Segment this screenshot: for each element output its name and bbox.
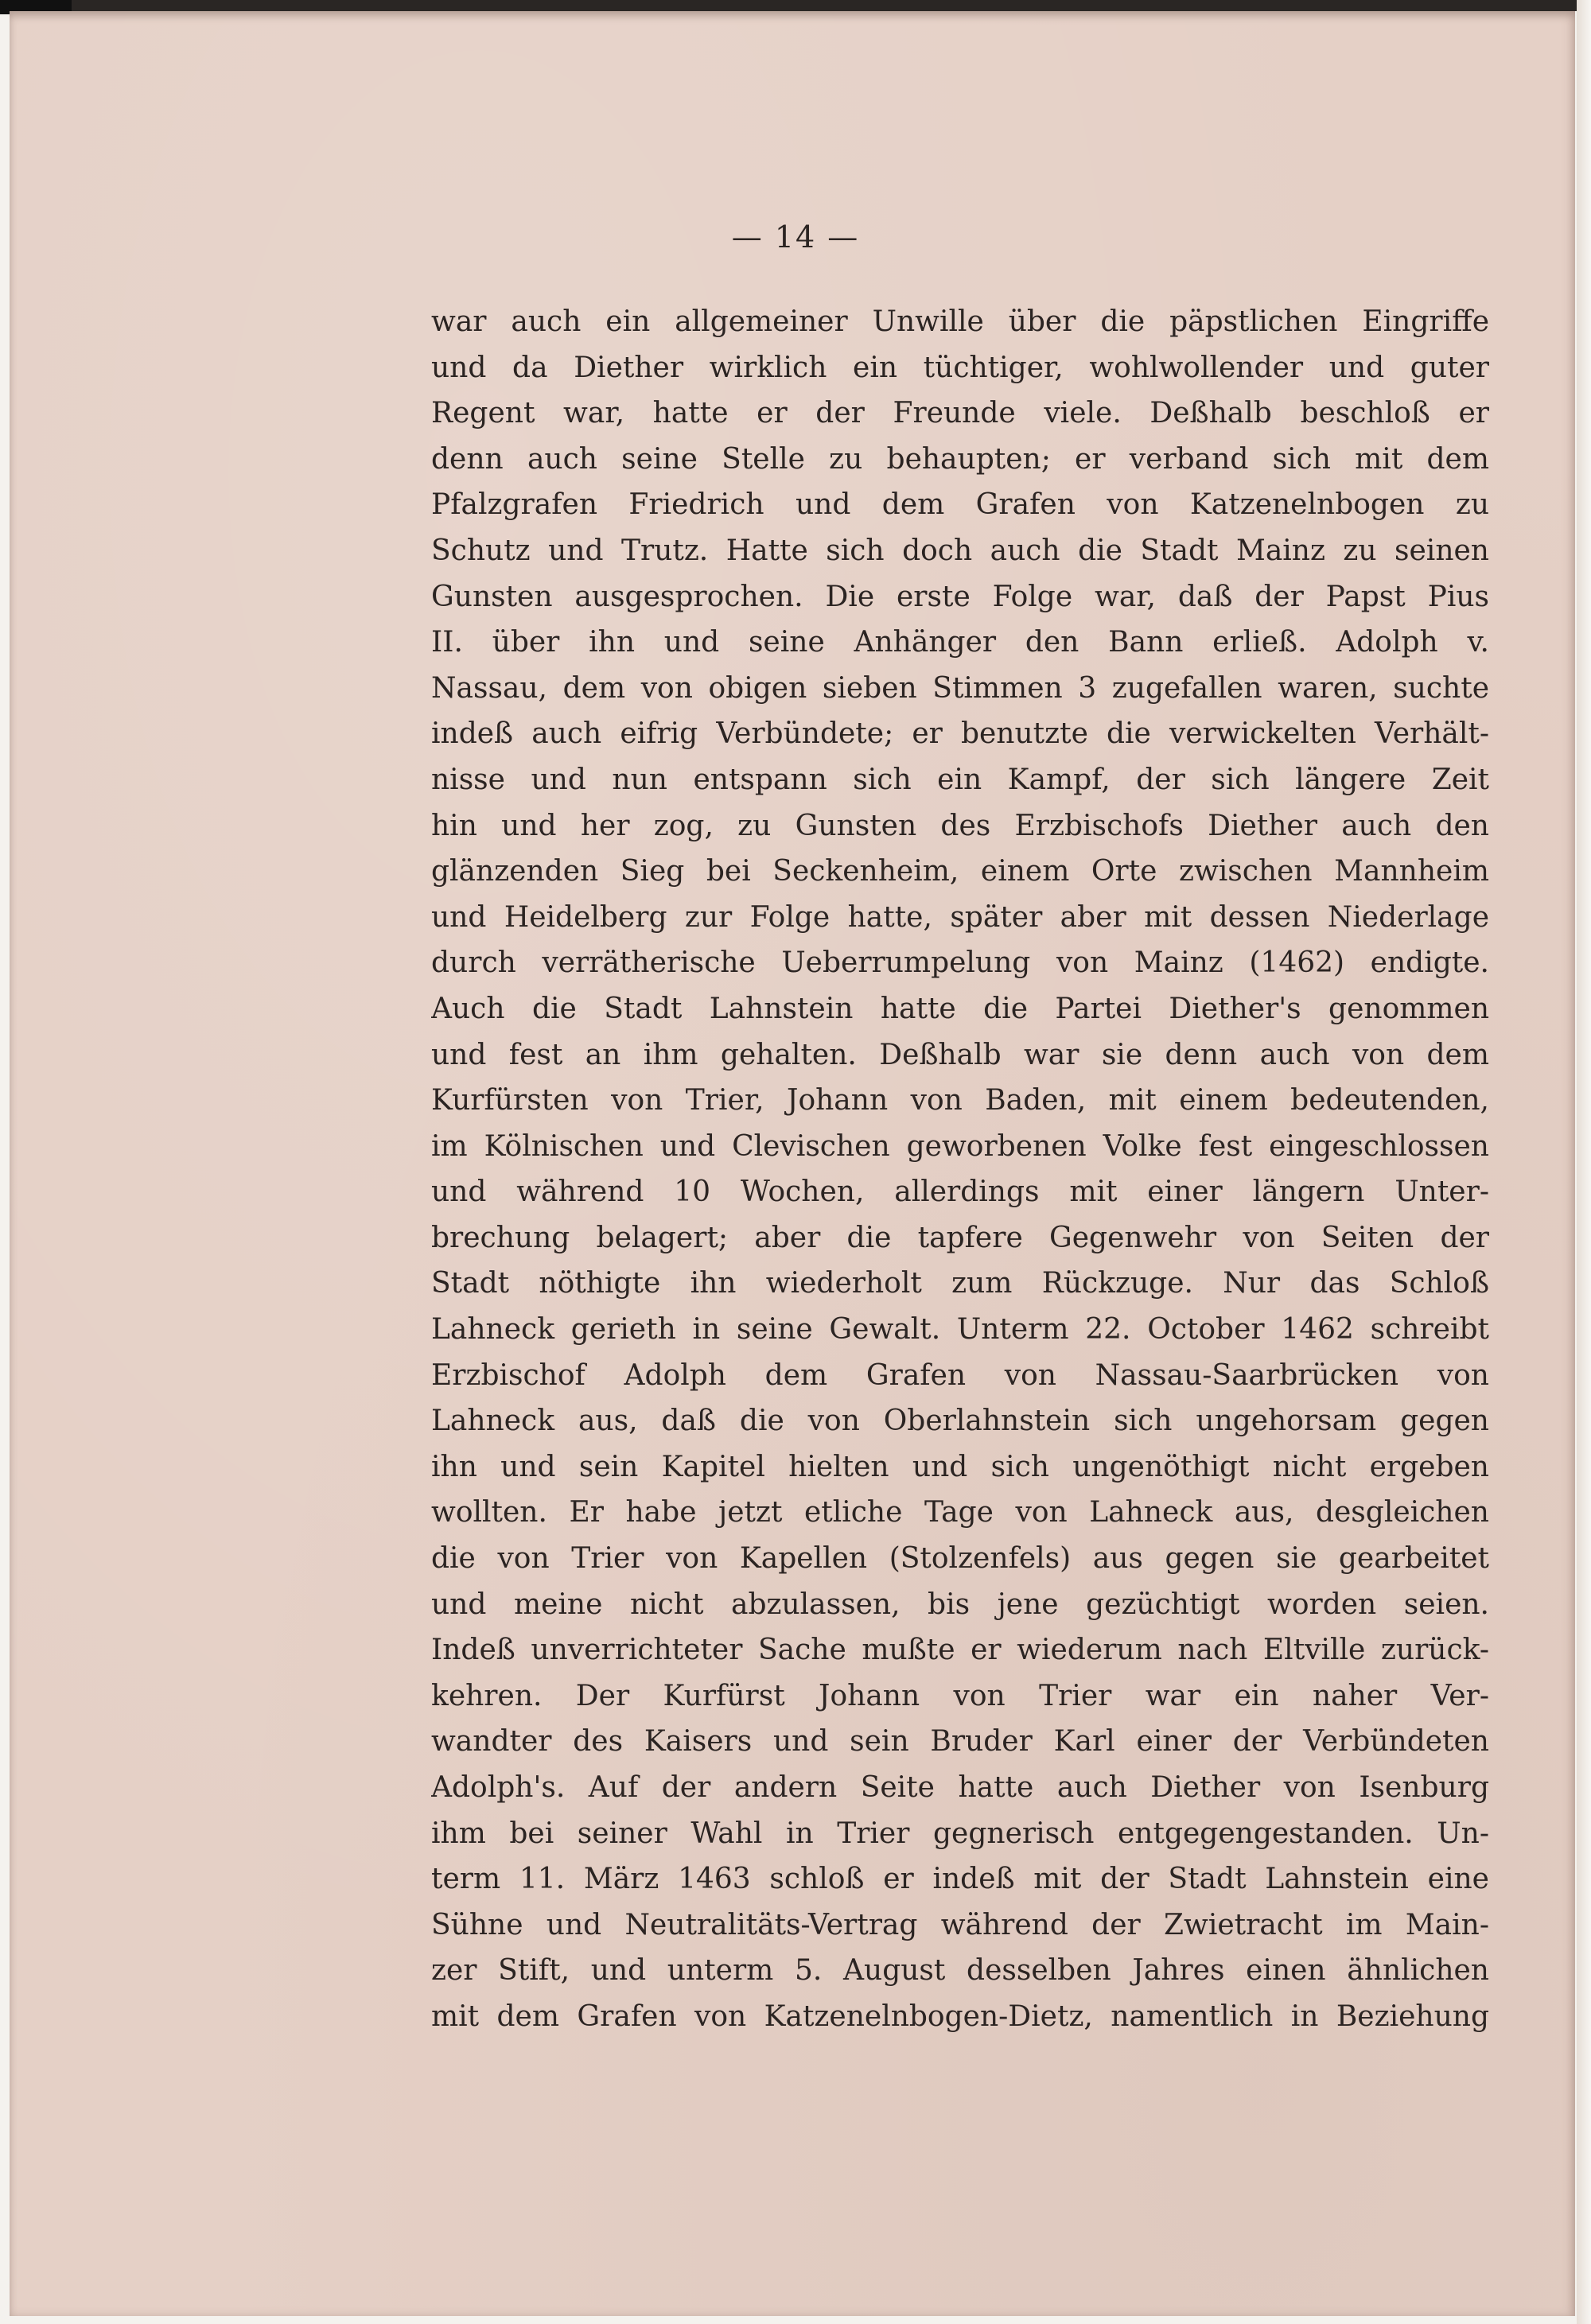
- text-line: die von Trier von Kapellen (Stolzenfels) aus gegen sie gearbeitet: [431, 1542, 1489, 1576]
- page-number: — 14 —: [731, 220, 860, 255]
- text-line: Stadt nöthigte ihn wiederholt zum Rückzuge. Nur das Schloß: [431, 1267, 1489, 1300]
- text-line: Schutz und Trutz. Hatte sich doch auch die Stadt Mainz zu seinen: [431, 534, 1489, 567]
- text-line: Lahneck aus, daß die von Oberlahnstein sich ungehorsam gegen: [431, 1405, 1489, 1438]
- text-line: Erzbischof Adolph dem Grafen von Nassau-Saarbrücken von: [431, 1358, 1489, 1392]
- text-line: Regent war, hatte er der Freunde viele. Deßhalb beschloß er: [431, 397, 1489, 430]
- text-line: indeß auch eifrig Verbündete; er benutzte die verwickelten Verhält-: [431, 717, 1489, 751]
- text-line: und da Diether wirklich ein tüchtiger, wohlwollender und guter: [431, 351, 1489, 384]
- text-line: mit dem Grafen von Katzenelnbogen-Dietz, namentlich in Beziehung: [431, 1999, 1489, 2033]
- text-line: Kurfürsten von Trier, Johann von Baden, mit einem bedeutenden,: [431, 1084, 1489, 1117]
- text-line: und meine nicht abzulassen, bis jene gezüchtigt worden seien.: [431, 1588, 1489, 1621]
- text-line: Auch die Stadt Lahnstein hatte die Partei Diether's genommen: [431, 992, 1489, 1025]
- text-line: und während 10 Wochen, allerdings mit einer längern Unter-: [431, 1176, 1489, 1209]
- text-line: Indeß unverrichteter Sache mußte er wiederum nach Eltville zurück-: [431, 1634, 1489, 1667]
- text-line: brechung belagert; aber die tapfere Gegenwehr von Seiten der: [431, 1221, 1489, 1254]
- text-line: im Kölnischen und Clevischen geworbenen Volke fest eingeschlossen: [431, 1129, 1489, 1163]
- text-line: durch verrätherische Ueberrumpelung von Mainz (1462) endigte.: [431, 946, 1489, 980]
- text-line: denn auch seine Stelle zu behaupten; er verband sich mit dem: [431, 442, 1489, 476]
- scan-right-edge: [1577, 0, 1591, 2324]
- scan-top-edge: [0, 0, 1591, 11]
- text-line: Gunsten ausgesprochen. Die erste Folge war, daß der Papst Pius: [431, 580, 1489, 613]
- text-line: term 11. März 1463 schloß er indeß mit der Stadt Lahnstein eine: [431, 1863, 1489, 1896]
- text-line: nisse und nun entspann sich ein Kampf, der sich längere Zeit: [431, 763, 1489, 796]
- text-line: war auch ein allgemeiner Unwille über die päpstlichen Eingriffe: [431, 305, 1489, 338]
- text-line: Adolph's. Auf der andern Seite hatte auch Diether von Isenburg: [431, 1771, 1489, 1804]
- text-line: Nassau, dem von obigen sieben Stimmen 3 zugefallen waren, suchte: [431, 671, 1489, 705]
- text-line: wandter des Kaisers und sein Bruder Karl einer der Verbündeten: [431, 1725, 1489, 1759]
- text-line: und fest an ihm gehalten. Deßhalb war sie denn auch von dem: [431, 1038, 1489, 1071]
- text-line: wollten. Er habe jetzt etliche Tage von Lahneck aus, desgleichen: [431, 1496, 1489, 1529]
- text-line: hin und her zog, zu Gunsten des Erzbischofs Diether auch den: [431, 809, 1489, 842]
- text-line: kehren. Der Kurfürst Johann von Trier war ein naher Ver-: [431, 1679, 1489, 1712]
- text-line: und Heidelberg zur Folge hatte, später aber mit dessen Niederlage: [431, 900, 1489, 934]
- text-line: ihn und sein Kapitel hielten und sich ungenöthigt nicht ergeben: [431, 1450, 1489, 1483]
- text-line: glänzenden Sieg bei Seckenheim, einem Orte zwischen Mannheim: [431, 855, 1489, 888]
- text-line: zer Stift, und unterm 5. August desselben Jahres einen ähnlichen: [431, 1954, 1489, 1988]
- text-line: II. über ihn und seine Anhänger den Bann erließ. Adolph v.: [431, 626, 1489, 659]
- text-line: ihm bei seiner Wahl in Trier gegnerisch entgegengestanden. Un-: [431, 1817, 1489, 1850]
- text-line: Sühne und Neutralitäts-Vertrag während der Zwietracht im Main-: [431, 1908, 1489, 1941]
- text-line: Pfalzgrafen Friedrich und dem Grafen von Katzenelnbogen zu: [431, 488, 1489, 522]
- text-line: Lahneck gerieth in seine Gewalt. Unterm 22. October 1462 schreibt: [431, 1313, 1489, 1347]
- page-body-text: [431, 299, 1489, 2040]
